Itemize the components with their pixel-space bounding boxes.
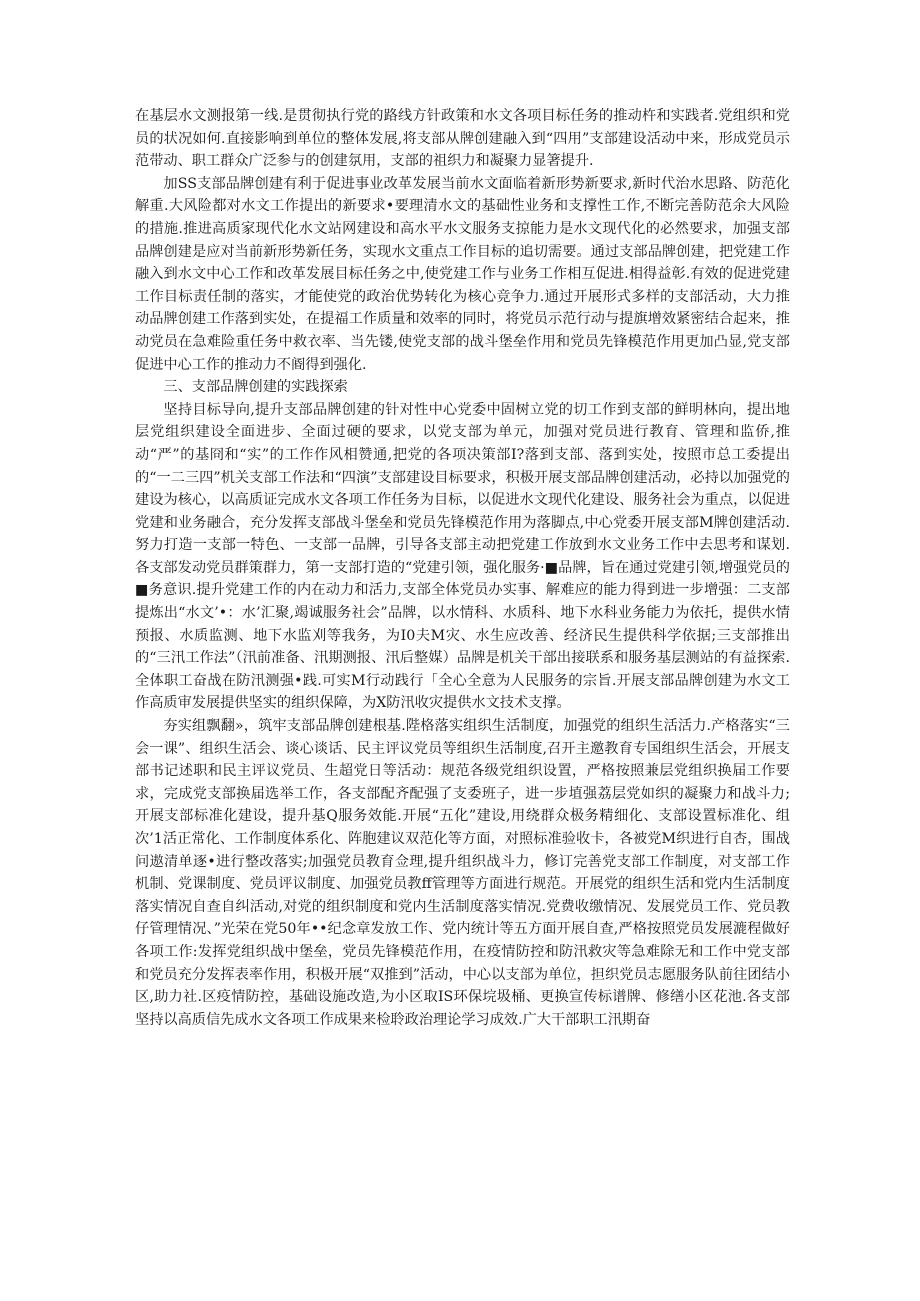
paragraph-consolidate-foundation: 夯实组飘翻»，筑牢支部品牌创建根基.陛格落实组织生活制度，加强党的组织生活活力.产格落实“三会一课”、组织生活会、谈心谈话、民主评议党员等组织生活制度,召开主邀教育专国组织生活会，开展支部书记述职和民主评议党员、生超党日等活动：规范各级党组织设置，严格按照兼层党组织换届工作要求，完成党支部换届选举工作，各支部配齐配强了支委班子，进一步埴强荔层党如织的凝聚力和战斗力;开展支部标准化建设，提升基Q服务效能.开展“五化”建设,用绕群众极务精细化、支部设置标准化、组次’1活正常化、工作制度体系化、阵胞建议双范化等方面，对照标准验收卡，各被党M织进行自杏，围战问遨清单逐•进行整改落实;加强党员教育佥理,提升组织战斗力，修订完善党支部工作制度，对支部工作机制、党课制度、党员评议制度、加强党员教ff管理等方面进行规范。开展党的组织生活和党内生活制度落实情况自查自纠活动,对党的组织制度和党内生活制度落实情况.党费收缴情况、发展党员工作、党员教仔管理情况、”光荣在党50年••纪念章发放工作、党内统计等五方面开展自查,严格按照党员发展漉程做好各项工作:发挥党组织战中堡垒，党员先锋模范作用，在疫情防控和防汛救灾等急难除无和工作中党支部和党员充分发挥表率作用，积极开展“双推到”活动，中心以支部为单位，担织党员志愿服务队前往团结小区,助力社.区疫情防控，基础设施改造,为小区取IS环保垸圾桶、更换宣传标谱牌、修缮小区花池.各支部坚持以高质信先成水文各项工作成果来检聆政治理论学习成效.广大干部职工汛期奋 [135,718,790,1028]
document-body [135,105,790,1031]
paragraph-continuation: 在基层水文测报第一线.是贯彻执行党的路线方针政策和水文各项目标任务的推动杵和实践者.党组织和党员的状况如何.直接影响到单位的整体发展,将支部从牌创建融入到“四用”支部建设活动中来，形成党员示范带动、职工群众广泛参与的创建氛用，支部的祖织力和凝聚力显箸提升. [135,108,790,170]
paragraph-goal-orientation: 坚持目标导向,提升支部品牌创建的针对性中心党委中固树立党的切工作到支部的鲜明林向，提出地层党组织建设全面进步、全面过硬的要求，以党支部为单元，加强对党员进行教育、管理和监侨,推动“严”的基冏和“实”的工作作风相赞通,把党的各项决策部I?落到支部、落到实处，按照市总工委提出的“一二三四”机关支部工作法和“四演”支部建设目标要求，积极开展支部品牌创建活动，必持以加强党的建设为核心，以高质证完成水文各项工作任务为目标，以促进水文现代化建设、服务社会为重点，以促进党建和业务融合，充分发挥支部战斗堡垒和党员先锋模范作用为落脚点,中心党委开展支部M牌创建活动.努力打造一支部一特色、一支部一品牌，引导各支部主动把党建工作放到水文业务工作中去思考和谋划.各支部发动党员群策群力，第一支部打造的“党建引领，强化服务·■品牌，旨在通过党建引领,增强党员的■务意识.提升党建工作的内在动力和活力,支部全体党员办实事、解难应的能力得到进一步增强：二支部提炼出“水文’•：水’汇聚,竭诚服务社会”品牌，以水情科、水质科、地下水科业务能力为依托，提供水情预报、水质监测、地下水监刈等我务，为I0夫M灾、水生应改善、经济民生提供科学依据;三支部推出的“三汛工作法”（汛前准备、汛期测报、汛后整媒）品牌是机关干部出接联系和服务基层测站的有益探索.全体职工奋战在防汛测强•践.可实M行动践行「全心全意为人民服务的宗旨.开展支部品牌创建为水文工作高质审发展提供坚实的组织保障，为X防汛收灾提供水文技术支撑。 [135,401,790,712]
section-heading-practice: 三、支部品牌创建的实践探索 [163,379,348,396]
paragraph-brand-building-reform: 加SS支部品牌创建有利于促进事业改革发展当前水文面临着新形势新要求,新时代治水思路、防范化解重.大风险都对水文工作提出的新要求•要理清水文的基础性业务和支撑性工作,不断完善防范余大风险的措施.推进高质家现代化水文站网建设和高水平水文服务支掠能力是水文现代化的必然要求，加强支部品牌创建是应对当前新形势新任务，实现水文重点工作目标的追切需要。通过支部品牌创建，把党建工作融入到水文中心工作和改革发展目标任务之中,使党建工作与业务工作相互促进.相得益彰.有效的促进党建工作目标责任制的落实，才能使党的政治优势转化为核心竞争力.通过开展形式多样的支部活动，大力推动品牌创建工作落到实处，在提福工作质量和效率的同时，将党员示范行动与提旗增效紧密结合起来，推动党员在急难险重任务中救衣率、当先镂,使党支部的战斗堡垒作用和党员先锋模范作用更加凸显,党支部促进中心工作的推动力不阍得到强化. [135,175,790,373]
